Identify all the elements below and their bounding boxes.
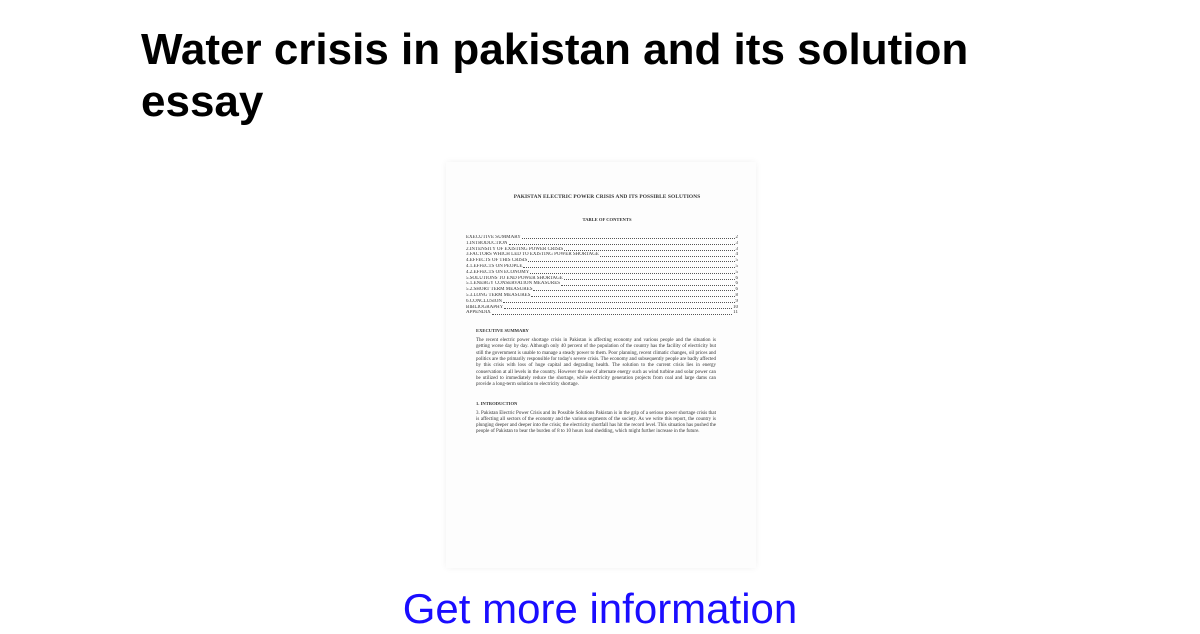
toc-label: 5.3.LONG TERM MEASURES <box>466 292 531 298</box>
page-title: Water crisis in pakistan and its solution essay <box>141 25 969 126</box>
toc-label: 5.1.ENERGY CONSERVATION MEASURES <box>466 281 561 287</box>
toc-leader-dots <box>600 252 735 256</box>
toc-label: 5.2.SHORT TERM MEASURES <box>466 287 533 293</box>
toc-leader-dots <box>564 247 734 251</box>
toc-page-number: 11 <box>733 310 738 316</box>
toc-leader-dots <box>531 293 734 297</box>
toc-leader-dots <box>492 310 732 314</box>
introduction-section <box>476 401 716 436</box>
toc-label: APPENDIX <box>466 310 491 316</box>
toc-leader-dots <box>523 264 734 268</box>
toc-label: BIBLIOGRAPHY <box>466 304 504 310</box>
toc-page-number: 10 <box>733 304 738 310</box>
toc-leader-dots <box>561 281 734 285</box>
toc-page-number: 2 <box>735 235 738 240</box>
toc-leader-dots <box>528 258 734 262</box>
section-title: EXECUTIVE SUMMARY <box>476 328 529 334</box>
toc-page-number: 6 <box>735 287 738 293</box>
toc-page-number: 3 <box>735 240 738 246</box>
document-heading: PAKISTAN ELECTRIC POWER CRISIS AND ITS POSSIBLE SOLUTIONS <box>513 194 701 200</box>
toc-label: 5.SOLUTIONS TO END POWER SHORTAGE <box>466 275 563 281</box>
toc-leader-dots <box>522 235 735 239</box>
section-title: 1. INTRODUCTION <box>476 400 518 406</box>
toc-leader-dots <box>533 287 734 291</box>
toc-label: 1.INTRODUCTION <box>466 240 508 246</box>
toc-page-number: 9 <box>735 298 738 304</box>
toc-leader-dots <box>509 241 735 245</box>
section-body: The recent electric power shortage crisis in Pakistan is affecting economy and various people and the situation is getting worse day by day. Although only 40 percent of the population of the country has the facility of electricity but still the government is unable to manage a steady power to them. Poor planning, recent climatic changes, oil prices and politics are the primarily responsible for today's severe crisis. The economy and subsequently people are badly affected by this crisis with loss of huge capital and degrading health. The solution to the current crisis lies in energy conservation at all levels in the country. However the use of alternate energy such as wind turbine and solar power can be utilized to immediately reduce the shortage, while electricity generation projects from coal and large dams can provide a long-term solution to electricity shortage. <box>476 338 716 388</box>
toc-page-number: 6 <box>735 275 738 281</box>
executive-summary-section <box>476 328 716 388</box>
toc-page-number: 6 <box>735 281 738 287</box>
toc-label: 6.CONCLUSION <box>466 298 502 304</box>
toc-page-number: 5 <box>735 269 738 275</box>
toc-row <box>466 310 738 316</box>
table-of-contents <box>466 235 738 316</box>
toc-leader-dots <box>530 270 734 274</box>
toc-page-number: 8 <box>735 292 738 298</box>
toc-leader-dots <box>504 305 732 309</box>
toc-label: 4.1.EFFECTS ON PEOPLE <box>466 263 523 269</box>
get-more-information-link[interactable]: Get more information <box>402 585 798 632</box>
toc-leader-dots <box>564 276 735 280</box>
toc-title: TABLE OF CONTENTS <box>582 217 632 222</box>
section-body: 3. Pakistan Electric Power Crisis and its Possible Solutions Pakistan is in the grip of a serious power shortage crisis that is affecting all sectors of the economy and the various segments of the society. As we write this report, the country is plunging deeper and deeper into the crisis; the electricity shortfall has hit the record level. This situation has pushed the people of Pakistan to bear the burden of 8 to 10 hours load shedding, which might further increase in the future. <box>476 410 716 435</box>
toc-page-number: 3 <box>735 246 738 252</box>
document-page <box>466 194 738 436</box>
toc-page-number: 5 <box>735 258 738 264</box>
document-preview-image <box>446 162 756 568</box>
toc-leader-dots <box>503 299 735 303</box>
toc-label: 4.EFFECTS OF THIS CRISIS <box>466 258 528 264</box>
toc-label: 4.2.EFFECTS ON ECONOMY <box>466 269 530 275</box>
toc-page-number: 5 <box>735 263 738 269</box>
toc-label: 3.FACTORS WHICH LED TO EXISTING POWER SHORTAGE <box>466 252 599 258</box>
toc-label: 2.INTENSITY OF EXISTING POWER CRISIS <box>466 246 564 252</box>
toc-label: EXECUTIVE SUMMARY <box>466 235 521 240</box>
toc-page-number: 4 <box>735 252 738 258</box>
